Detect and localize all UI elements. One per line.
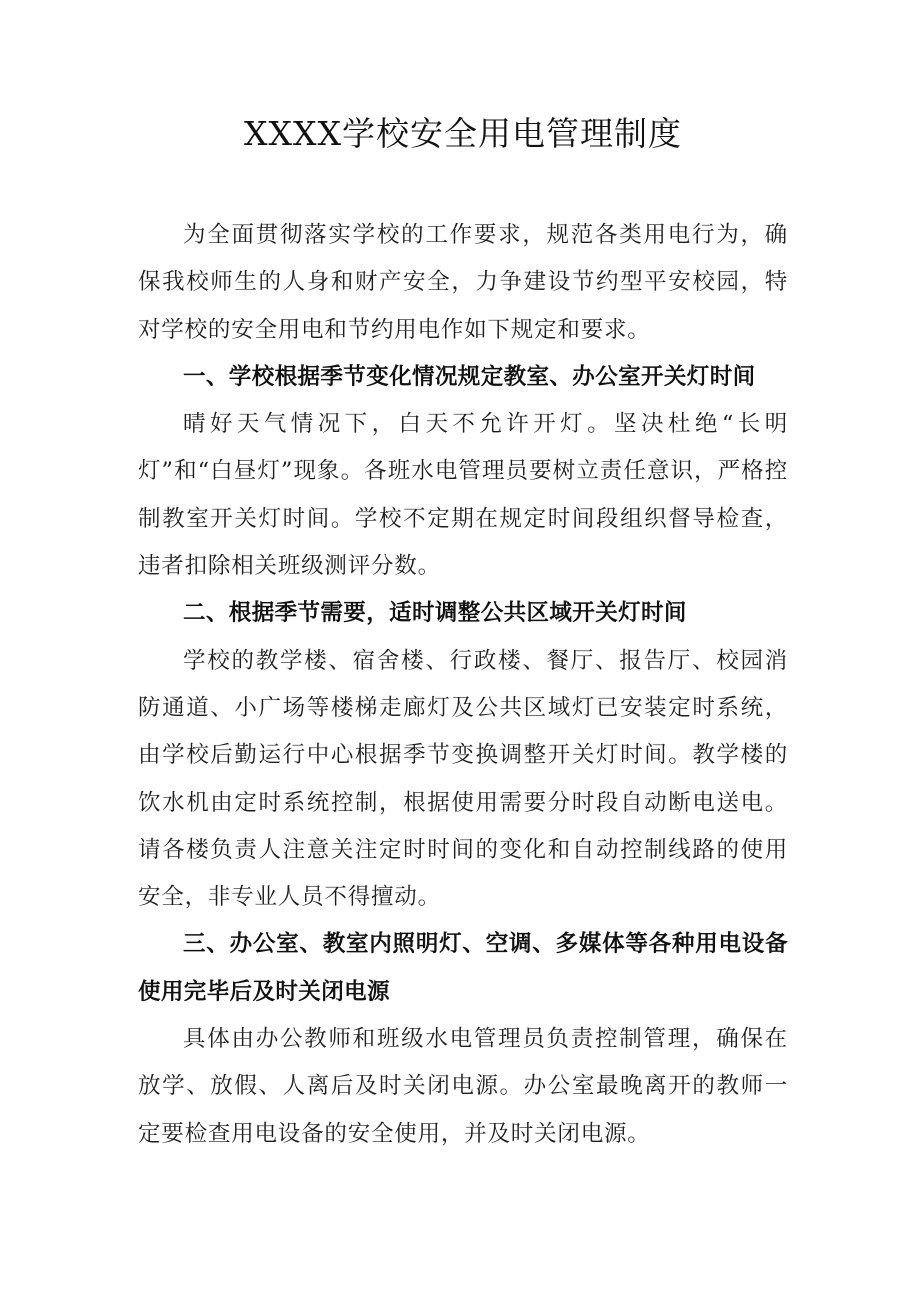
document-body <box>138 212 788 1158</box>
section-2-body: 学校的教学楼、宿舍楼、行政楼、餐厅、报告厅、校园消防通道、小广场等楼梯走廊灯及公共区域灯已安装定时系统，由学校后勤运行中心根据季节变换调整开关灯时间。教学楼的饮水机由定时系统控制，根据使用需要分时段自动断电送电。请各楼负责人注意关注定时时间的变化和自动控制线路的使用安全，非专业人员不得擅动。 <box>138 647 788 911</box>
section-1-body: 晴好天气情况下，白天不允许开灯。坚决杜绝“长明灯”和“白昼灯”现象。各班水电管理员要树立责任意识，严格控制教室开关灯时间。学校不定期在规定时间段组织督导检查，违者扣除相关班级测评分数。 <box>138 411 788 580</box>
section-1-heading: 一、学校根据季节变化情况规定教室、办公室开关灯时间 <box>183 363 756 390</box>
section-3-heading: 三、办公室、教室内照明灯、空调、多媒体等各种用电设备使用完毕后及时关闭电源 <box>138 931 788 1005</box>
intro-paragraph: 为全面贯彻落实学校的工作要求，规范各类用电行为，确保我校师生的人身和财产安全，力争建设节约型平安校园，特对学校的安全用电和节约用电作如下规定和要求。 <box>138 222 788 343</box>
section-2-heading: 二、根据季节需要，适时调整公共区域开关灯时间 <box>183 600 687 627</box>
section-3-body: 具体由办公教师和班级水电管理员负责控制管理，确保在放学、放假、人离后及时关闭电源。办公室最晚离开的教师一定要检查用电设备的安全使用，并及时关闭电源。 <box>138 1026 788 1147</box>
document-title: XXXX学校安全用电管理制度 <box>244 114 682 153</box>
